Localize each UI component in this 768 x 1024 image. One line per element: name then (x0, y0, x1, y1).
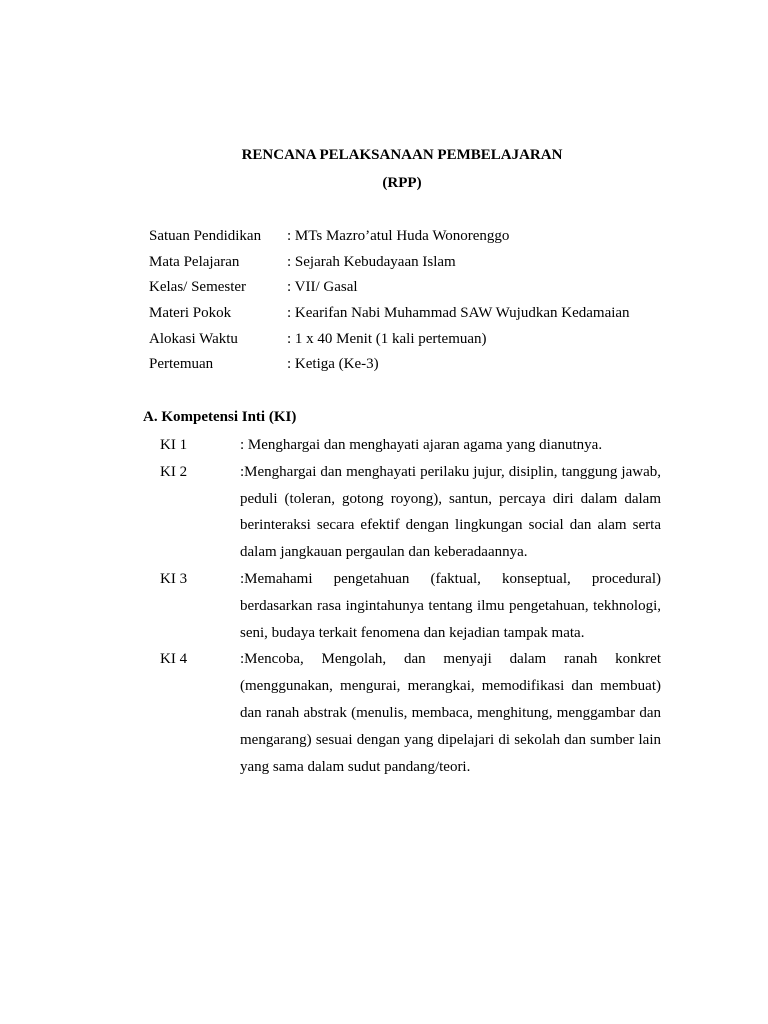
ki-label: KI 3 (160, 570, 188, 587)
identity-value: : MTs Mazro’atul Huda Wonorenggo (287, 228, 510, 244)
document-title: RENCANA PELAKSANAAN PEMBELAJARAN (241, 147, 563, 163)
identity-row-alokasi-waktu (149, 329, 709, 355)
ki-item (160, 646, 661, 780)
ki-list (160, 432, 661, 780)
ki-text: :Menghargai dan menghayati perilaku jujur, disiplin, tanggung jawab, peduli (toleran, gotong royong), santun, percaya diri dalam dalam berinteraksi secara efektif dengan lingkungan social dan alam serta dalam jangkauan pergaulan dan keberadaannya. (240, 463, 661, 561)
identity-value: : VII/ Gasal (287, 279, 358, 296)
document-subtitle: (RPP) (382, 175, 422, 191)
identity-label: Alokasi Waktu (149, 330, 238, 347)
identity-row-satuan-pendidikan (149, 226, 709, 252)
identity-value: : Sejarah Kebudayaan Islam (287, 253, 456, 270)
ki-item (160, 459, 661, 566)
ki-text: :Memahami pengetahuan (faktual, konseptual, procedural) berdasarkan rasa ingintahunya tentang ilmu pengetahuan, tekhnologi, seni, budaya terkait fenomena dan kejadian tampak mata. (240, 570, 661, 641)
ki-text: : Menghargai dan menghayati ajaran agama yang dianutnya. (240, 437, 603, 453)
ki-item (160, 566, 661, 646)
identity-row-mata-pelajaran (149, 252, 709, 278)
ki-item (160, 432, 661, 459)
identity-value: : 1 x 40 Menit (1 kali pertemuan) (287, 330, 487, 347)
identity-value: : Ketiga (Ke-3) (287, 356, 379, 373)
identity-row-kelas-semester (149, 277, 709, 303)
ki-label: KI 2 (160, 463, 188, 480)
identity-value: : Kearifan Nabi Muhammad SAW Wujudkan Kedamaian (287, 305, 630, 322)
identity-table (149, 226, 709, 380)
ki-text: :Mencoba, Mengolah, dan menyaji dalam ranah konkret (menggunakan, mengurai, merangkai, memodifikasi dan membuat) dan ranah abstrak (menulis, membaca, menghitung, menggambar dan mengarang) sesuai dengan yang dipelajari di sekolah dan sumber lain yang sama dalam sudut pandang/teori. (240, 651, 661, 775)
identity-row-pertemuan (149, 354, 709, 380)
identity-row-materi-pokok (149, 303, 709, 329)
identity-label: Satuan Pendidikan (149, 228, 262, 244)
section-heading-kompetensi-inti: A. Kompetensi Inti (KI) (143, 409, 297, 425)
ki-label: KI 1 (160, 437, 188, 453)
identity-label: Kelas/ Semester (149, 279, 247, 296)
identity-label: Pertemuan (149, 356, 214, 373)
identity-label: Mata Pelajaran (149, 253, 240, 270)
ki-label: KI 4 (160, 651, 188, 668)
identity-label: Materi Pokok (149, 305, 232, 322)
